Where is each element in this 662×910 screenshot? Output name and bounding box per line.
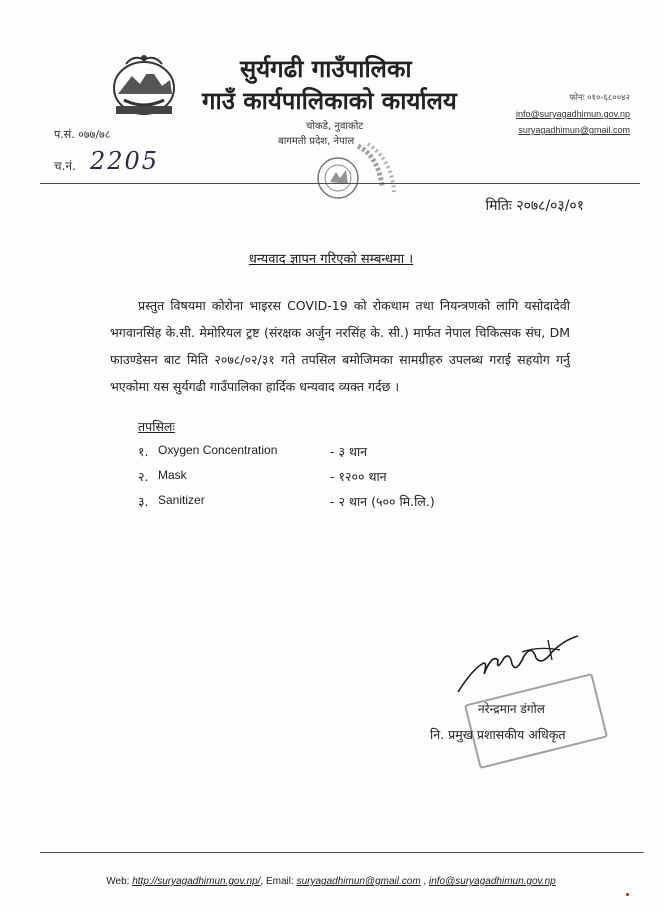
items-list	[138, 443, 558, 518]
list-item	[138, 493, 558, 518]
header-divider	[40, 183, 640, 184]
footer-web-label: Web:	[106, 876, 133, 887]
body-paragraph: प्रस्तुत विषयमा कोरोना भाइरस COVID-19 को रोकथाम तथा नियन्त्रणको लागि यसोदादेवी भगवानसिंह के.सी. मेमोरियल ट्रष्ट (संरक्षक अर्जुन नरसिंह के. सी.) मार्फत नेपाल चिकित्सक संघ, DM फाउण्डेसन बाट मिति २०७८/०२/३१ गते तपसिल बमोजिमका सामग्रीहरु उपलब्ध गराई सहयोग गर्नु भएकोमा यस सुर्यगढी गाउँपालिका हार्दिक धन्यवाद व्यक्त गर्दछ ।	[110, 298, 570, 394]
list-item	[138, 443, 558, 468]
footer-email-link-2[interactable]: info@suryagadhimun.gov.np	[429, 876, 556, 887]
item-name: Oxygen Concentration	[158, 443, 278, 457]
signatory-name: नरेन्द्रमान डंगोल	[478, 702, 545, 716]
item-number: ३.	[138, 494, 149, 509]
dispatch-number-label: च.नं.	[54, 159, 76, 173]
letter-serial-number: प.सं. ०७७/७८	[54, 128, 111, 141]
item-quantity: - १२०० थान	[330, 469, 387, 484]
signatory-title: नि. प्रमुख प्रशासकीय अधिकृत	[430, 727, 566, 742]
address-line-1: चोकडे, नुवाकोट	[306, 121, 364, 132]
footer	[0, 876, 662, 887]
organization-title: सुर्यगढी गाउँपालिका	[240, 54, 412, 83]
letter-date: मितिः २०७८/०३/०१	[485, 198, 584, 214]
footer-separator: ,	[420, 876, 429, 887]
footer-web-link[interactable]: http://suryagadhimun.gov.np/	[132, 876, 261, 887]
item-quantity: - ३ थान	[330, 444, 368, 459]
subject-line	[0, 248, 662, 267]
footer-divider	[40, 852, 644, 853]
item-name: Sanitizer	[158, 493, 205, 507]
footer-email-label: , Email:	[260, 876, 297, 887]
phone-number: फोनः ०१०-६८००४२	[569, 93, 630, 103]
office-seal-stamp-icon	[308, 136, 408, 216]
ink-dot	[626, 893, 629, 896]
subject-text: धन्यवाद ज्ञापन गरिएको सम्बन्धमा ।	[248, 252, 414, 267]
item-name: Mask	[158, 468, 187, 482]
item-quantity: - २ थान (५०० मि.लि.)	[330, 494, 435, 509]
item-number: २.	[138, 469, 149, 484]
address-line-2: बागमती प्रदेश, नेपाल	[278, 136, 355, 147]
office-title: गाउँ कार्यपालिकाको कार्यालय	[202, 86, 457, 115]
letter-body	[110, 292, 570, 400]
item-number: १.	[138, 444, 149, 459]
contact-email-2[interactable]: suryagadhimun@gmail.com	[518, 125, 630, 135]
nepal-emblem-icon	[104, 50, 184, 120]
contact-email-1[interactable]: info@suryagadhimun.gov.np	[515, 109, 630, 119]
footer-email-link-1[interactable]: suryagadhimun@gmail.com	[296, 876, 421, 887]
details-heading: तपसिलः	[138, 419, 175, 434]
dispatch-number-handwritten: 2205	[90, 147, 160, 175]
list-item	[138, 468, 558, 493]
contact-block	[516, 90, 630, 138]
